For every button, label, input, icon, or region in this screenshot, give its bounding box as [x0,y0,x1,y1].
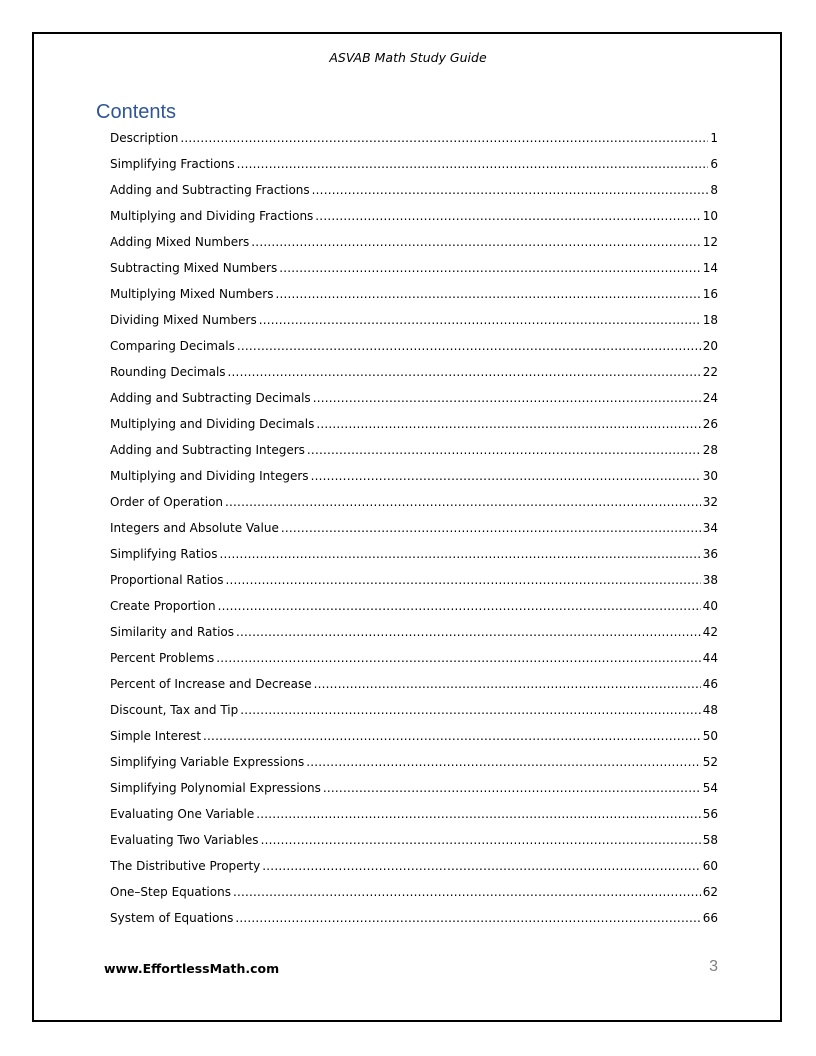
toc-entry-title: Simple Interest [110,729,202,743]
toc-entry-page-number: 22 [702,365,718,379]
toc-entry-page-number: 66 [702,911,718,925]
toc-dot-leader [261,830,701,850]
toc-entry-title: Dividing Mixed Numbers [110,313,257,327]
toc-dot-leader [259,310,701,330]
toc-entry-title: Comparing Decimals [110,339,235,353]
toc-dot-leader [275,284,700,304]
toc-dot-leader [216,648,700,668]
toc-entry[interactable] [110,388,718,414]
toc-entry-title: Description [110,131,179,145]
contents-heading: Contents [96,101,177,123]
toc-dot-leader [203,726,701,746]
toc-entry[interactable] [110,752,718,778]
running-header-title: ASVAB Math Study Guide [329,50,487,65]
footer-page-number: 3 [709,958,718,975]
toc-entry[interactable] [110,206,718,232]
toc-entry-title: One–Step Equations [110,885,231,899]
toc-entry-title: Similarity and Ratios [110,625,235,639]
toc-entry-page-number: 56 [702,807,718,821]
toc-entry-page-number: 44 [702,651,718,665]
toc-entry-title: Adding and Subtracting Integers [110,443,305,457]
toc-dot-leader [281,518,701,538]
toc-entry-page-number: 28 [702,443,718,457]
toc-entry-page-number: 52 [702,755,718,769]
toc-entry-title: Multiplying and Dividing Decimals [110,417,315,431]
toc-entry-title: Adding Mixed Numbers [110,235,250,249]
toc-entry-page-number: 32 [702,495,718,509]
toc-entry[interactable] [110,362,718,388]
toc-dot-leader [262,856,700,876]
toc-entry[interactable] [110,336,718,362]
toc-entry-title: Adding and Subtracting Decimals [110,391,311,405]
toc-entry[interactable] [110,674,718,700]
toc-entry[interactable] [110,414,718,440]
toc-entry[interactable] [110,570,718,596]
toc-entry[interactable] [110,310,718,336]
toc-dot-leader [251,232,700,252]
toc-dot-leader [233,882,701,902]
toc-entry[interactable] [110,128,718,154]
toc-entry[interactable] [110,700,718,726]
toc-entry[interactable] [110,492,718,518]
toc-entry-title: Multiplying and Dividing Fractions [110,209,314,223]
toc-entry-title: Simplifying Fractions [110,157,235,171]
toc-entry-page-number: 46 [702,677,718,691]
toc-entry[interactable] [110,440,718,466]
toc-entry-page-number: 20 [702,339,718,353]
footer-website-url[interactable]: www.EffortlessMath.com [104,961,280,976]
toc-entry-title: Simplifying Ratios [110,547,218,561]
toc-entry-title: Proportional Ratios [110,573,224,587]
toc-dot-leader [237,336,701,356]
toc-entry-page-number: 42 [702,625,718,639]
toc-entry[interactable] [110,882,718,908]
toc-entry-title: Percent of Increase and Decrease [110,677,312,691]
toc-dot-leader [312,180,709,200]
toc-entry-title: System of Equations [110,911,234,925]
toc-entry[interactable] [110,180,718,206]
toc-entry[interactable] [110,466,718,492]
toc-entry-title: Discount, Tax and Tip [110,703,239,717]
toc-entry[interactable] [110,154,718,180]
toc-entry-page-number: 10 [702,209,718,223]
toc-entry-page-number: 34 [702,521,718,535]
toc-dot-leader [225,570,700,590]
toc-dot-leader [314,674,701,694]
toc-entry-page-number: 62 [702,885,718,899]
toc-dot-leader [279,258,701,278]
toc-entry-page-number: 54 [702,781,718,795]
toc-entry-title: Evaluating One Variable [110,807,255,821]
toc-entry[interactable] [110,648,718,674]
toc-entry-page-number: 48 [702,703,718,717]
toc-entry-page-number: 14 [702,261,718,275]
toc-dot-leader [219,544,700,564]
toc-dot-leader [237,154,709,174]
toc-entry-title: Multiplying Mixed Numbers [110,287,274,301]
toc-dot-leader [307,440,701,460]
toc-entry[interactable] [110,232,718,258]
toc-entry-page-number: 40 [702,599,718,613]
toc-entry-page-number: 8 [710,183,718,197]
toc-entry-page-number: 1 [710,131,718,145]
toc-entry[interactable] [110,856,718,882]
toc-entry[interactable] [110,596,718,622]
toc-entry-page-number: 30 [702,469,718,483]
table-of-contents [110,128,718,934]
toc-entry-page-number: 24 [702,391,718,405]
toc-entry-page-number: 60 [702,859,718,873]
toc-entry-page-number: 16 [702,287,718,301]
toc-entry[interactable] [110,284,718,310]
toc-dot-leader [180,128,708,148]
toc-entry-title: Evaluating Two Variables [110,833,259,847]
toc-entry-page-number: 26 [702,417,718,431]
toc-entry-page-number: 58 [702,833,718,847]
toc-dot-leader [240,700,700,720]
toc-entry-page-number: 50 [702,729,718,743]
toc-dot-leader [323,778,701,798]
toc-dot-leader [313,388,701,408]
toc-dot-leader [256,804,700,824]
toc-dot-leader [236,622,701,642]
toc-entry[interactable] [110,544,718,570]
toc-entry-title: Order of Operation [110,495,224,509]
toc-dot-leader [316,414,700,434]
toc-dot-leader [315,206,700,226]
toc-entry[interactable] [110,622,718,648]
toc-entry-title: Rounding Decimals [110,365,226,379]
toc-entry-title: Adding and Subtracting Fractions [110,183,310,197]
toc-entry-page-number: 6 [710,157,718,171]
toc-entry[interactable] [110,778,718,804]
toc-entry[interactable] [110,830,718,856]
toc-dot-leader [311,466,701,486]
toc-dot-leader [228,362,701,382]
toc-entry-page-number: 38 [702,573,718,587]
toc-entry[interactable] [110,518,718,544]
toc-entry-page-number: 18 [702,313,718,327]
toc-entry-title: The Distributive Property [110,859,261,873]
toc-dot-leader [235,908,700,928]
toc-entry-page-number: 36 [702,547,718,561]
toc-entry[interactable] [110,804,718,830]
toc-dot-leader [218,596,701,616]
toc-entry-title: Simplifying Polynomial Expressions [110,781,321,795]
toc-dot-leader [306,752,701,772]
toc-entry[interactable] [110,726,718,752]
toc-entry[interactable] [110,258,718,284]
toc-entry-title: Subtracting Mixed Numbers [110,261,278,275]
toc-entry[interactable] [110,908,718,934]
toc-entry-title: Simplifying Variable Expressions [110,755,305,769]
toc-entry-title: Percent Problems [110,651,215,665]
toc-entry-title: Multiplying and Dividing Integers [110,469,309,483]
toc-dot-leader [225,492,701,512]
toc-entry-title: Integers and Absolute Value [110,521,279,535]
toc-entry-title: Create Proportion [110,599,216,613]
toc-entry-page-number: 12 [702,235,718,249]
